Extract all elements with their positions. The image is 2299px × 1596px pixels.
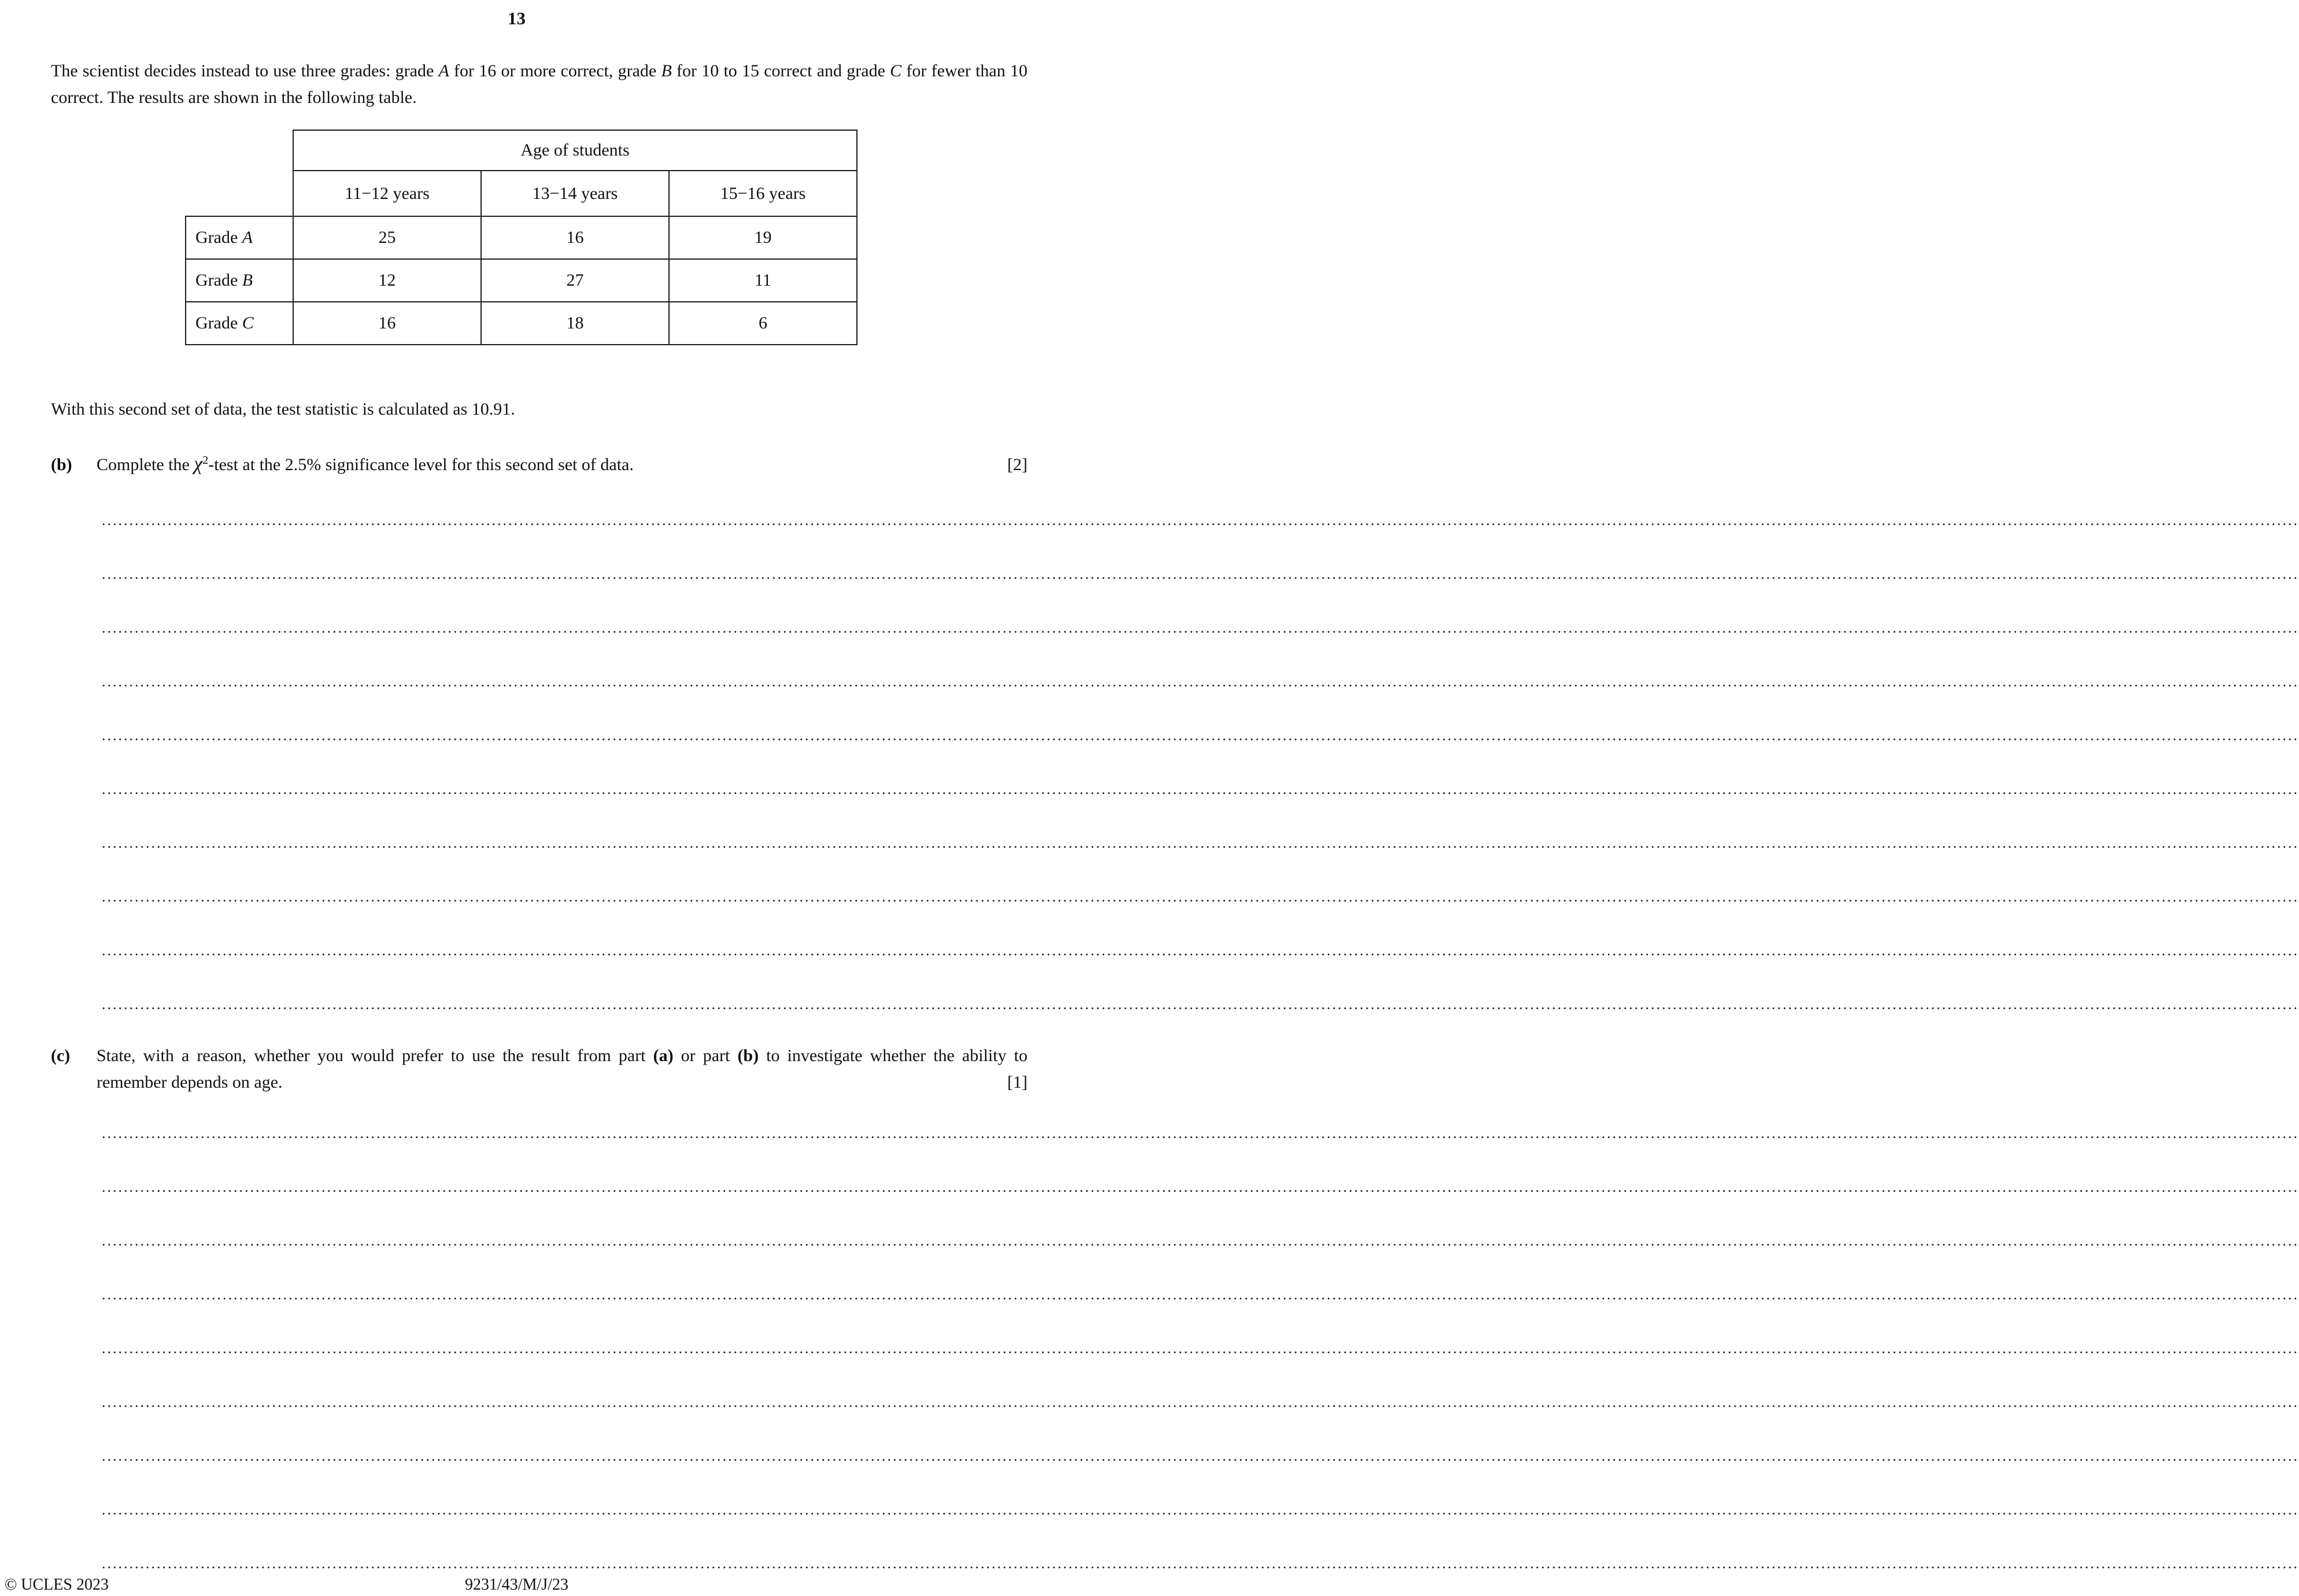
answer-line: ................................................................................................................................................................................................................................................................................................................................................................................................................	[102, 1554, 2299, 1572]
grade-c-letter: C	[890, 61, 902, 81]
page-number: 13	[508, 8, 526, 28]
page-content	[0, 58, 2299, 1573]
grade-a-letter: A	[438, 61, 449, 81]
answer-line: ................................................................................................................................................................................................................................................................................................................................................................................................................	[102, 1285, 2299, 1303]
row-label-letter: B	[242, 271, 253, 290]
part-b-text	[97, 449, 999, 479]
answer-line: ................................................................................................................................................................................................................................................................................................................................................................................................................	[102, 727, 2299, 744]
part-c-label: (c)	[51, 1046, 71, 1066]
table-cell: 16	[481, 216, 669, 259]
table-row	[186, 216, 857, 259]
table-col-header: 15−16 years	[669, 171, 857, 216]
table-row-label	[186, 259, 293, 302]
results-table	[185, 130, 857, 345]
answer-line: ................................................................................................................................................................................................................................................................................................................................................................................................................	[102, 619, 2299, 637]
part-b-marks: [2]	[1007, 455, 1027, 475]
part-c-text-seg: to investigate whether the ability to remember depends on age.	[97, 1046, 1027, 1092]
row-label-letter: C	[242, 313, 254, 333]
answer-line: ................................................................................................................................................................................................................................................................................................................................................................................................................	[102, 996, 2299, 1013]
part-c-question	[51, 1043, 1027, 1096]
intro-text: The scientist decides instead to use three grades: grade	[51, 61, 439, 81]
intro-text: for 16 or more correct, grade	[449, 61, 661, 81]
table-cell: 27	[481, 259, 669, 302]
table-col-header: 13−14 years	[481, 171, 669, 216]
part-c-text-seg: or part	[673, 1046, 738, 1066]
part-c-text	[97, 1043, 1027, 1096]
table-span-header: Age of students	[293, 130, 857, 171]
answer-line: ................................................................................................................................................................................................................................................................................................................................................................................................................	[102, 781, 2299, 798]
answer-line: ................................................................................................................................................................................................................................................................................................................................................................................................................	[102, 1339, 2299, 1357]
chi-superscript: 2	[202, 454, 209, 467]
part-a-reference: (a)	[653, 1046, 674, 1066]
table-row	[186, 259, 857, 302]
table-cell: 12	[293, 259, 481, 302]
table-cell: 16	[293, 302, 481, 345]
intro-paragraph	[51, 58, 1027, 111]
table-span-row	[186, 130, 857, 171]
answer-line: ................................................................................................................................................................................................................................................................................................................................................................................................................	[102, 673, 2299, 690]
grade-b-letter: B	[661, 61, 672, 81]
footer	[0, 1575, 1033, 1595]
row-label-letter: A	[242, 228, 253, 247]
table-cell: 6	[669, 302, 857, 345]
part-b-text-pre: Complete the	[97, 455, 194, 475]
table-cell: 25	[293, 216, 481, 259]
table-row-label	[186, 302, 293, 345]
table-row	[186, 302, 857, 345]
table-cell: 11	[669, 259, 857, 302]
table-row-label	[186, 216, 293, 259]
answer-line: ................................................................................................................................................................................................................................................................................................................................................................................................................	[102, 834, 2299, 852]
table-header-row	[186, 171, 857, 216]
row-label-text: Grade	[195, 228, 242, 247]
intro-text: for fewer than 10 correct. The results are shown in the following table.	[51, 61, 1027, 108]
table-corner-blank	[186, 130, 293, 171]
answer-line: ................................................................................................................................................................................................................................................................................................................................................................................................................	[102, 1501, 2299, 1518]
answer-line: ................................................................................................................................................................................................................................................................................................................................................................................................................	[102, 1447, 2299, 1464]
row-label-text: Grade	[195, 313, 242, 333]
row-label-text: Grade	[195, 271, 242, 290]
table-cell: 18	[481, 302, 669, 345]
answer-line: ................................................................................................................................................................................................................................................................................................................................................................................................................	[102, 888, 2299, 906]
intro-text: for 10 to 15 correct and grade	[671, 61, 890, 81]
answer-line: ................................................................................................................................................................................................................................................................................................................................................................................................................	[102, 566, 2299, 583]
answer-line: ................................................................................................................................................................................................................................................................................................................................................................................................................	[102, 1232, 2299, 1249]
part-b-answer-area	[102, 512, 2299, 1015]
part-c-marks: [1]	[1007, 1073, 1027, 1092]
table-cell: 19	[669, 216, 857, 259]
table-corner-blank	[186, 171, 293, 216]
answer-line: ................................................................................................................................................................................................................................................................................................................................................................................................................	[102, 942, 2299, 959]
answer-line: ................................................................................................................................................................................................................................................................................................................................................................................................................	[102, 1178, 2299, 1195]
stat-text: With this second set of data, the test statistic is calculated as 10.91.	[51, 400, 515, 419]
chi-symbol: χ	[194, 453, 203, 475]
table-col-header: 11−12 years	[293, 171, 481, 216]
answer-line: ................................................................................................................................................................................................................................................................................................................................................................................................................	[102, 1393, 2299, 1410]
part-b-reference: (b)	[737, 1046, 759, 1066]
answer-line: ................................................................................................................................................................................................................................................................................................................................................................................................................	[102, 512, 2299, 529]
answer-line: ................................................................................................................................................................................................................................................................................................................................................................................................................	[102, 1124, 2299, 1141]
part-c-answer-area	[102, 1124, 2299, 1574]
footer-paper-code: 9231/43/M/J/23	[465, 1576, 568, 1594]
part-b-text-post: -test at the 2.5% significance level for this second set of data.	[208, 455, 634, 475]
part-b-label: (b)	[51, 455, 72, 475]
footer-copyright: © UCLES 2023	[5, 1576, 109, 1594]
part-b-question	[51, 449, 1027, 479]
part-c-text-seg: State, with a reason, whether you would prefer to use the result from part	[97, 1046, 653, 1066]
